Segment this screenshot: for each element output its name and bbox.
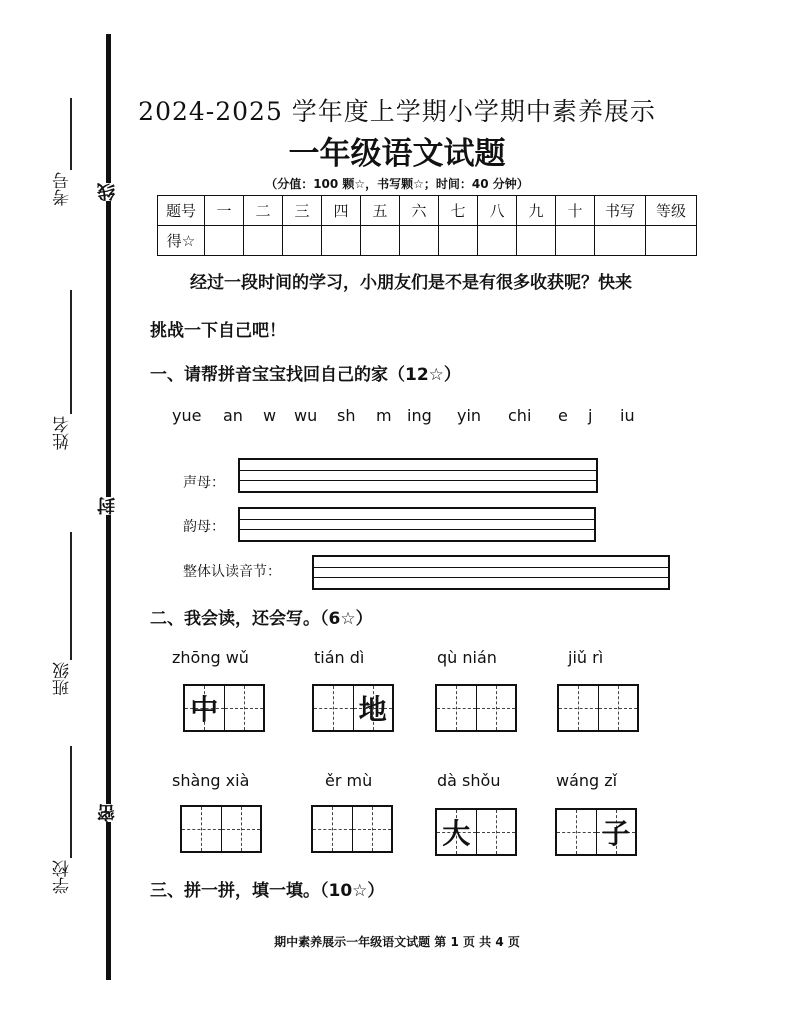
pinyin-item: yin	[457, 406, 482, 425]
tianzige-grid[interactable]	[311, 805, 393, 853]
word-pinyin: shàng xià	[172, 771, 250, 790]
word-pinyin: qù nián	[437, 648, 497, 667]
table-cell: 七	[439, 196, 478, 226]
intro-line-2: 挑战一下自己吧！	[150, 321, 286, 341]
tianzige-cell[interactable]	[313, 807, 352, 851]
pinyin-item: ing	[407, 406, 432, 425]
pinyin-item: sh	[337, 406, 356, 425]
tianzige-cell[interactable]	[596, 810, 636, 854]
pinyin-item: wu	[294, 406, 318, 425]
pinyin-item: an	[223, 406, 243, 425]
table-cell: 十	[556, 196, 595, 226]
score-cell[interactable]	[400, 226, 439, 256]
tianzige-cell[interactable]	[221, 807, 261, 851]
tianzige-cell[interactable]	[314, 686, 353, 730]
shengmu-answer-box[interactable]	[238, 458, 598, 493]
tianzige-cell[interactable]	[476, 686, 516, 730]
tianzige-cell[interactable]	[559, 686, 598, 730]
pinyin-item: w	[263, 406, 277, 425]
zhengti-label: 整体认读音节：	[183, 564, 281, 580]
school-label: 学校	[53, 860, 73, 894]
section2-heading: 二、我会读，还会写。（6☆）	[150, 609, 373, 629]
score-cell[interactable]	[205, 226, 244, 256]
table-cell: 九	[517, 196, 556, 226]
yunmu-answer-box[interactable]	[238, 507, 596, 542]
exam-title: 2024-2025 学年度上学期小学期中素养展示	[138, 97, 656, 126]
table-cell: 六	[400, 196, 439, 226]
score-cell[interactable]	[283, 226, 322, 256]
pinyin-item: m	[376, 406, 392, 425]
score-cell[interactable]	[595, 226, 646, 256]
tianzige-grid[interactable]	[557, 684, 639, 732]
tianzige-cell[interactable]	[352, 807, 392, 851]
score-cell[interactable]	[244, 226, 283, 256]
score-cell[interactable]	[517, 226, 556, 256]
pinyin-item: iu	[620, 406, 635, 425]
shengmu-label: 声母：	[183, 475, 225, 491]
word-pinyin: jiǔ rì	[568, 648, 604, 667]
page-footer: 期中素养展示一年级语文试题 第 1 页 共 4 页	[274, 935, 520, 949]
tianzige-cell[interactable]	[437, 810, 476, 854]
tianzige-grid[interactable]	[183, 684, 265, 732]
pinyin-item: yue	[172, 406, 202, 425]
score-cell[interactable]	[439, 226, 478, 256]
table-cell: 得☆	[158, 226, 205, 256]
table-cell: 书写	[595, 196, 646, 226]
tianzige-grid[interactable]	[180, 805, 262, 853]
table-cell: 等级	[646, 196, 697, 226]
score-cell[interactable]	[478, 226, 517, 256]
tianzige-cell[interactable]	[182, 807, 221, 851]
exam-subtitle: （分值：100 颗☆，书写颗☆；时间：40 分钟）	[265, 177, 529, 191]
score-table-score-row	[158, 226, 697, 256]
table-cell: 五	[361, 196, 400, 226]
score-cell[interactable]	[361, 226, 400, 256]
class-label: 班级	[53, 662, 73, 696]
zhengti-answer-box[interactable]	[312, 555, 670, 590]
intro-line-1: 经过一段时间的学习，小朋友们是不是有很多收获呢？快来	[190, 273, 632, 293]
word-pinyin: tián dì	[314, 648, 365, 667]
table-cell: 一	[205, 196, 244, 226]
seal-mi: 密	[95, 804, 121, 822]
tianzige-grid[interactable]	[555, 808, 637, 856]
tianzige-cell[interactable]	[185, 686, 224, 730]
class-blank	[70, 532, 72, 660]
score-cell[interactable]	[646, 226, 697, 256]
seal-feng: 封	[95, 497, 121, 515]
table-cell: 四	[322, 196, 361, 226]
subject-title: 一年级语文试题	[288, 136, 506, 172]
school-blank	[70, 746, 72, 858]
given-character: 大	[442, 817, 471, 850]
score-table-header-row	[158, 196, 697, 226]
tianzige-cell[interactable]	[557, 810, 596, 854]
name-label: 姓名	[53, 416, 73, 450]
pinyin-item: j	[588, 406, 593, 425]
score-table	[157, 195, 697, 256]
name-blank	[70, 290, 72, 414]
word-pinyin: zhōng wǔ	[172, 648, 249, 667]
pinyin-item: chi	[508, 406, 532, 425]
tianzige-grid[interactable]	[435, 808, 517, 856]
section1-heading: 一、请帮拼音宝宝找回自己的家（12☆）	[150, 365, 461, 385]
table-cell: 三	[283, 196, 322, 226]
tianzige-cell[interactable]	[224, 686, 264, 730]
given-character: 中	[190, 693, 219, 726]
tianzige-cell[interactable]	[598, 686, 638, 730]
pinyin-list	[0, 406, 794, 428]
tianzige-grid[interactable]	[312, 684, 394, 732]
section3-heading: 三、拼一拼，填一填。（10☆）	[150, 881, 385, 901]
exam-no-label: 考号	[53, 172, 73, 206]
word-pinyin: ěr mù	[325, 771, 373, 790]
tianzige-cell[interactable]	[353, 686, 393, 730]
table-cell: 八	[478, 196, 517, 226]
tianzige-cell[interactable]	[476, 810, 516, 854]
table-cell: 题号	[158, 196, 205, 226]
yunmu-label: 韵母：	[183, 519, 225, 535]
score-cell[interactable]	[322, 226, 361, 256]
seal-xian: 线	[95, 183, 121, 201]
given-character: 地	[358, 693, 387, 726]
word-pinyin: dà shǒu	[437, 771, 501, 790]
score-cell[interactable]	[556, 226, 595, 256]
pinyin-item: e	[558, 406, 568, 425]
given-character: 子	[601, 817, 630, 850]
word-pinyin: wáng zǐ	[556, 771, 618, 790]
table-cell: 二	[244, 196, 283, 226]
tianzige-cell[interactable]	[437, 686, 476, 730]
tianzige-grid[interactable]	[435, 684, 517, 732]
